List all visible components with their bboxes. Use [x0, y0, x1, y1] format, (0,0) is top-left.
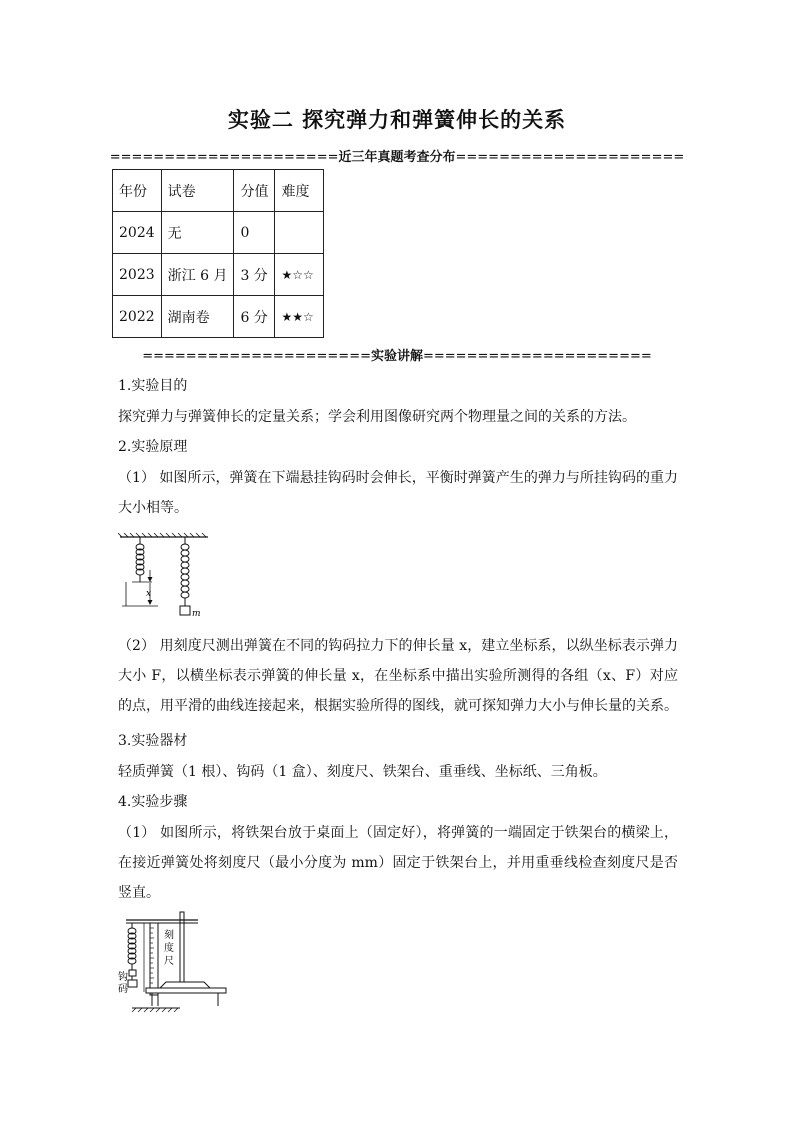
table-row: [113, 212, 324, 254]
difficulty-stars: ★☆☆: [275, 254, 324, 296]
separator-left: =====================: [109, 150, 339, 165]
table-row: [113, 296, 324, 338]
table-row: [113, 254, 324, 296]
separator-label: 实验讲解: [370, 349, 423, 364]
section-text: 探究弹力与弹簧伸长的定量关系；学会利用图像研究两个物理量之间的关系的方法。: [118, 409, 636, 425]
m-label: m: [192, 609, 201, 619]
hook-weight-label: 钩 码: [118, 972, 128, 995]
table-cell: 6 分: [234, 296, 275, 338]
separator-exam-distribution: [0, 146, 794, 165]
separator-left: =====================: [142, 349, 371, 364]
table-cell: 3 分: [234, 254, 275, 296]
table-header-cell: 试卷: [161, 170, 234, 212]
table-cell: 0: [234, 212, 275, 254]
page-title: 实验二 探究弹力和弹簧伸长的关系: [227, 107, 567, 132]
difficulty-stars: ★★☆: [275, 296, 324, 338]
separator-label: 近三年真题考查分布: [338, 150, 456, 165]
exam-distribution-table: [112, 169, 324, 338]
table-cell: 湖南卷: [161, 296, 234, 338]
table-header-cell: 年份: [113, 170, 162, 212]
paragraph: （1） 如图所示，将铁架台放于桌面上（固定好），将弹簧的一端固定于铁架台的横梁上，在接近弹簧处将刻度尺（最小分度为 mm）固定于铁架台上，并用重垂线检查刻度尺是否竖直。: [118, 825, 678, 901]
iron-stand-figure: [118, 908, 230, 1016]
separator-right: =====================: [423, 349, 652, 364]
section-heading: 4.实验步骤: [118, 794, 188, 810]
paragraph: （1） 如图所示，弹簧在下端悬挂钩码时会伸长，平衡时弹簧产生的弹力与所挂钩码的重力大小相等。: [118, 470, 678, 516]
paragraph: （2） 用刻度尺测出弹簧在不同的钩码拉力下的伸长量 x，建立坐标系，以纵坐标表示弹力大小 F，以横坐标表示弹簧的伸长量 x，在坐标系中描出实验所测得的各组（x、F）对应的点，用平滑的曲线连接起来，根据实验所得的图线，就可探知弹力大小与伸长量的关系。: [118, 638, 678, 714]
section-heading: 3.实验器材: [118, 733, 188, 749]
separator-right: =====================: [455, 150, 685, 165]
table-cell: [275, 212, 324, 254]
spring-figure: [118, 532, 213, 627]
section-heading: 2.实验原理: [118, 439, 188, 455]
x-label: x: [146, 589, 152, 599]
separator-experiment-explanation: [0, 345, 794, 364]
section-text: 轻质弹簧（1 根）、钩码（1 盒）、刻度尺、铁架台、重垂线、坐标纸、三角板。: [118, 764, 607, 780]
table-header-cell: 难度: [275, 170, 324, 212]
table-header-cell: 分值: [234, 170, 275, 212]
section-heading: 1.实验目的: [118, 378, 188, 394]
table-header-row: [113, 170, 324, 212]
table-cell: 2024: [113, 212, 162, 254]
table-cell: 浙江 6 月: [161, 254, 234, 296]
table-cell: 2022: [113, 296, 162, 338]
table-cell: 无: [161, 212, 234, 254]
table-cell: 2023: [113, 254, 162, 296]
ruler-label: 刻 度 尺: [164, 930, 174, 967]
